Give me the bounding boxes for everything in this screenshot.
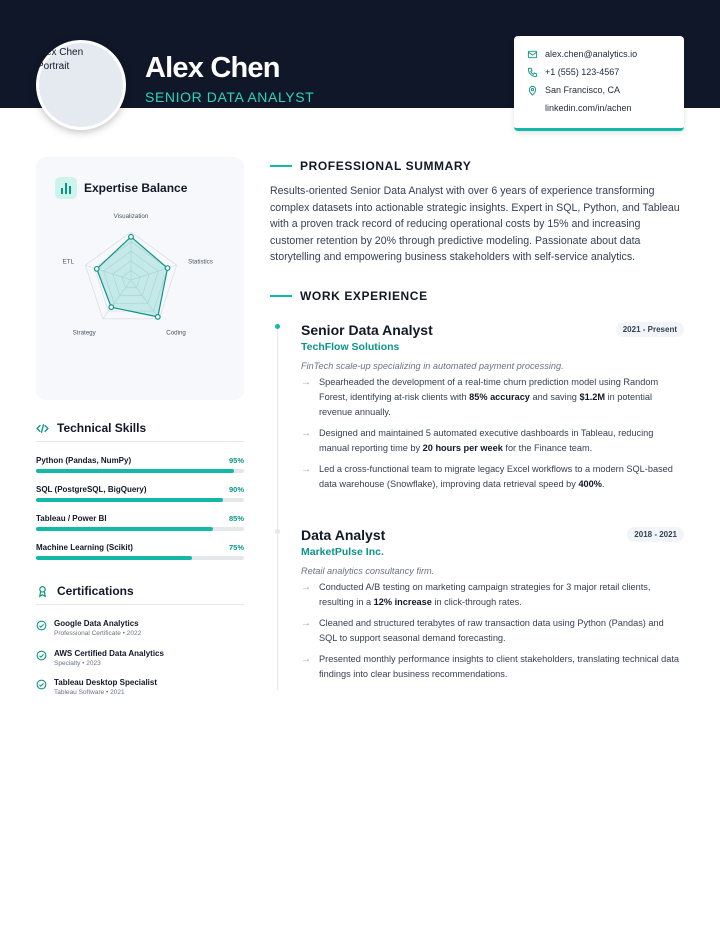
certification-meta: Tableau Software • 2021 [54,689,125,696]
certification-item [36,619,244,639]
avatar [36,40,126,130]
job-description: FinTech scale-up specializing in automated payment processing. [301,361,564,371]
radar-data-point [94,267,99,272]
certifications-title: Certifications [57,584,134,598]
certifications-heading [36,584,134,598]
technical-skills-heading [36,421,146,435]
arrow-right-icon: → [301,377,311,388]
contact-phone-text: +1 (555) 123-4567 [545,67,620,77]
job-bullet [301,652,684,682]
certification-text [54,649,164,669]
highlight-metric: 20 hours per week [422,443,503,453]
contact-card [514,36,684,131]
highlight-metric: $1.2M [579,392,606,402]
certification-name: Tableau Desktop Specialist [54,678,157,687]
timeline-dot [275,529,280,534]
job-bullet-text: Cleaned and structured terabytes of raw transaction data using Python (Pandas) and SQL to support seasonal demand forecasting. [319,618,664,643]
check-circle-icon [36,679,47,690]
radar-axis-label: Strategy [72,329,96,337]
contact-email[interactable] [527,45,684,63]
contact-location-text: San Francisco, CA [545,85,621,95]
job-bullet-text: Led a cross-functional team to migrate legacy Excel workflows to a modern SQL-based data warehouse (Snowflake), improving data retrieval speed by 400%. [319,464,673,489]
summary-text: Results-oriented Senior Data Analyst with over 6 years of experience transforming complex datasets into actionable strategic insights. Expert in SQL, Python, and Tableau with a proven track record of reducing operational costs by 15% and increasing customer retention by 20% through predictive modeling. Passionate about data storytelling and empowering business stakeholders with self-service analytics. [270,185,680,264]
skill-percent: 75% [228,543,244,552]
job-bullet-text: Conducted A/B testing on marketing campaign strategies for 3 major retail clients, resulting in a 12% increase in click-through rates. [319,582,651,607]
certification-item [36,678,244,698]
highlight-metric: 85% accuracy [469,392,530,402]
radar-data-point [165,266,170,271]
skill-item [36,456,244,473]
radar-data-point [156,315,161,320]
arrow-right-icon: → [301,464,311,475]
experience-title: WORK EXPERIENCE [300,289,428,303]
certification-text [54,678,157,698]
arrow-right-icon: → [301,654,311,665]
certification-meta: Professional Certificate • 2022 [54,630,142,637]
mail-icon [527,49,538,60]
job-title: Data Analyst [301,527,386,543]
expertise-radar-chart [36,213,244,347]
certification-name: AWS Certified Data Analytics [54,648,164,658]
skill-percent: 85% [228,514,244,523]
summary-heading [270,159,471,173]
arrow-right-icon: → [301,582,311,593]
certification-text [54,619,141,639]
skill-name: Python (Pandas, NumPy) [36,456,132,465]
expertise-card [36,157,244,400]
job-bullet-text: Spearheaded the development of a real-time churn prediction model using Random Forest, identifying at-risk clients with 85% accuracy and saving $1.2M in potential revenue annually. [319,377,659,417]
skill-progress-fill [36,556,192,560]
skill-progress-track [36,498,244,502]
code-icon [36,422,49,435]
job-bullet [301,580,684,610]
contact-email-text: alex.chen@analytics.io [545,49,638,59]
timeline-line [277,328,278,690]
arrow-right-icon: → [301,428,311,439]
skill-progress-track [36,556,244,560]
summary-title: PROFESSIONAL SUMMARY [300,159,472,173]
skill-percent: 95% [228,456,244,465]
skill-progress-fill [36,527,213,531]
divider [36,441,244,442]
radar-data-point [129,235,134,240]
job-bullet [301,462,684,492]
skill-progress-fill [36,498,223,502]
technical-skills-title: Technical Skills [57,421,147,435]
skill-item [36,514,244,531]
avatar-alt-text: Alex Chen Portrait [37,47,84,72]
phone-icon [527,67,538,78]
certification-name: Google Data Analytics [54,619,139,628]
job-bullet-text: Presented monthly performance insights to client stakeholders, translating technical data findings into clear business recommendations. [319,654,680,679]
job-bullet-text: Designed and maintained 5 automated executive dashboards in Tableau, reducing manual reporting time by 20 hours per week for the Finance team. [319,428,654,453]
radar-axis-label: Coding [166,329,186,337]
skill-item [36,485,244,502]
heading-accent-bar [270,295,292,297]
arrow-right-icon: → [301,618,311,629]
skill-header [36,485,244,494]
radar-axis-label: Statistics [188,258,213,266]
skill-name: Tableau / Power BI [36,514,107,523]
job-title: Senior Data Analyst [301,322,433,338]
skill-progress-track [36,469,244,473]
experience-heading [270,289,428,303]
check-circle-icon [36,650,47,661]
skill-header [36,456,244,465]
skill-item [36,543,244,560]
contact-linkedin[interactable] [527,99,684,117]
job-bullet [301,426,684,456]
contact-phone[interactable] [527,63,684,81]
job-date-badge: 2018 - 2021 [627,527,684,542]
contact-location [527,81,684,99]
skill-header [36,543,244,552]
candidate-name: Alex Chen [145,52,280,84]
job-company: TechFlow Solutions [301,341,400,353]
expertise-title: Expertise Balance [84,181,188,195]
skill-name: SQL (PostgreSQL, BigQuery) [36,485,147,494]
check-circle-icon [36,620,47,631]
certification-item [36,649,244,669]
radar-data-point [109,305,114,310]
heading-accent-bar [270,165,292,167]
certification-meta: Specialty • 2023 [54,659,101,667]
map-pin-icon [527,85,538,96]
job-description: Retail analytics consultancy firm. [301,566,435,576]
skill-progress-fill [36,469,234,473]
award-icon [36,585,49,598]
job-bullet [301,375,684,420]
job-bullet [301,616,684,646]
skill-header [36,514,244,523]
contact-linkedin-text: linkedin.com/in/achen [545,103,632,113]
timeline-dot [275,324,280,329]
skill-progress-track [36,527,244,531]
candidate-title: SENIOR DATA ANALYST [145,89,315,105]
radar-axis-label: Visualization [113,213,149,220]
radar-axis-label: ETL [62,258,74,266]
divider [36,604,244,605]
bar-chart-icon [55,177,77,199]
highlight-metric: 12% increase [373,597,432,607]
skill-percent: 90% [228,485,244,494]
skill-name: Machine Learning (Scikit) [36,543,133,552]
highlight-metric: 400% [578,479,602,489]
job-company: MarketPulse Inc. [301,546,384,558]
job-date-badge: 2021 - Present [616,322,684,337]
